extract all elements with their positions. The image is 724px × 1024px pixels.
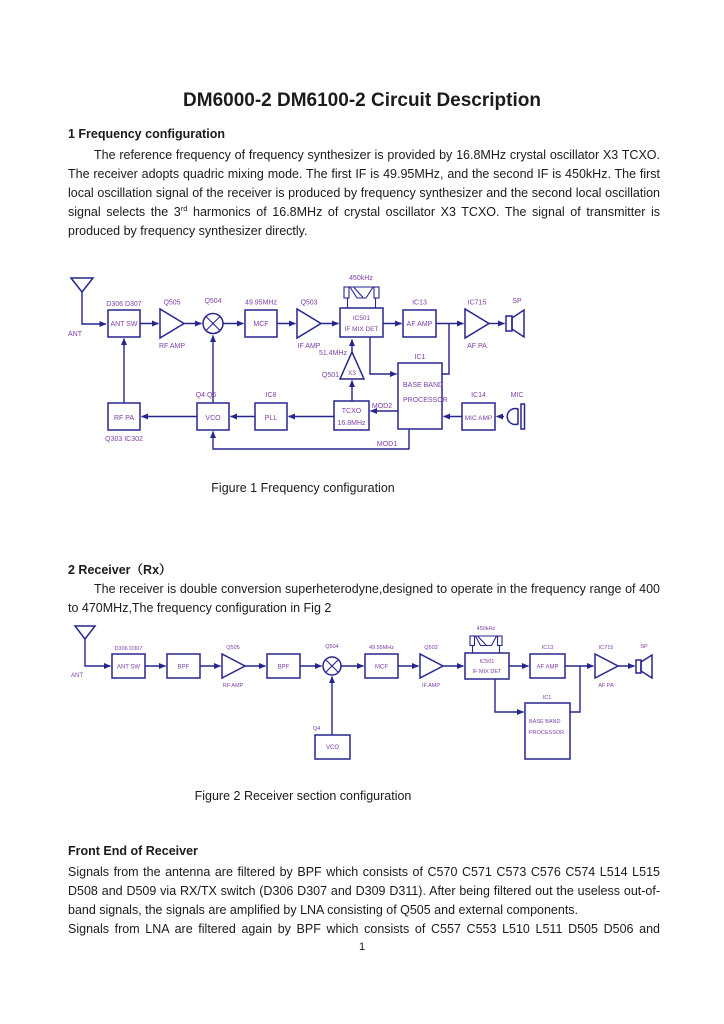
- fig2-label-baseband1: BASE BAND: [529, 719, 561, 725]
- fig1-label-rf-pa: RF PA: [113, 415, 135, 422]
- page-title: DM6000-2 DM6100-2 Circuit Description: [183, 90, 541, 111]
- page-number: 1: [358, 941, 366, 953]
- fig1-label-af-pa: AF PA: [467, 343, 487, 350]
- figure2-diagram: [55, 620, 665, 785]
- fig1-label-mic: MIC: [510, 392, 524, 399]
- fig1-label-ic13: IC13: [412, 299, 427, 307]
- fig1-label-49-95mhz: 49.95MHz: [245, 299, 277, 307]
- fig2-label-ic13: IC13: [541, 645, 554, 651]
- fig2-label-mcf: MCF: [375, 664, 388, 671]
- fig1-label-ic14: IC14: [471, 392, 486, 399]
- fig1-node-af-pa: [465, 300, 489, 351]
- section1-superscript: rd: [180, 203, 188, 213]
- fig1-label-ant-sw: ANT SW: [110, 321, 138, 328]
- fig1-node-if-mix-det: [340, 308, 383, 337]
- antenna-icon: [71, 278, 106, 324]
- section1-text-b: harmonics of 16.8MHz of crystal oscillator X3 TCXO. The signal of transmitter is produced by frequency synthesizer directly.: [68, 205, 660, 238]
- fig1-node-rf-amp: [159, 300, 185, 351]
- fig1-label-ic8: IC8: [265, 392, 277, 399]
- fig1-label-q504: Q504: [204, 298, 222, 305]
- fig2-node-mcf: [365, 645, 398, 678]
- fig2-label-bpf2: BPF: [277, 664, 290, 671]
- fig1-label-51-4mhz: 51.4MHz: [318, 350, 347, 357]
- figure2-caption: Figure 2 Receiver section configuration: [194, 789, 412, 803]
- antenna-icon: [75, 626, 111, 666]
- fig2-node-rf-amp: [222, 645, 245, 689]
- fig1-label-ic501: IC501: [352, 315, 371, 322]
- fig2-label-ant: ANT: [71, 673, 83, 679]
- section2-paragraph: The receiver is double conversion superheterodyne,designed to operate in the frequency range of 400 to 470MHz,The frequency configuration in Fig 2: [68, 582, 660, 615]
- fig1-node-af-amp: [403, 300, 436, 338]
- fig2-node-if-amp: [420, 645, 443, 689]
- fig1-label-d306-d307: D306 D307: [106, 301, 142, 308]
- fig1-label-pll: PLL: [264, 415, 278, 422]
- fig2-label-bpf1: BPF: [177, 664, 190, 671]
- fig1-label-q503: Q503: [300, 299, 318, 307]
- fig1-node-rf-pa: [105, 403, 143, 443]
- ceramic-filter-icon: [470, 626, 502, 653]
- section3-heading: Front End of Receiver: [68, 844, 198, 858]
- fig1-label-if-mix-det: IF MIX DET: [344, 326, 379, 333]
- fig2-label-baseband2: PROCESSOR: [529, 730, 565, 736]
- fig1-label-q4-q6: Q4 Q6: [195, 392, 217, 399]
- fig2-label-ic501: IC501: [479, 659, 495, 665]
- fig2-label-d306-d307: D306 D307: [114, 646, 143, 652]
- fig1-label-baseband1: BASE BAND: [403, 382, 444, 389]
- microphone-icon: [507, 392, 524, 429]
- section3-paragraph2: Signals from LNA are filtered again by BPF which consists of C557 C553 L510 L511 D505 D506 and: [68, 922, 660, 936]
- fig2-label-ic715: IC715: [598, 645, 614, 651]
- fig1-label-q505: Q505: [163, 299, 181, 307]
- fig2-node-ant-sw: [112, 646, 145, 678]
- fig1-label-mic-amp: MIC AMP: [464, 415, 493, 422]
- fig1-label-if-amp: IF AMP: [297, 343, 321, 350]
- fig1-label-16-8mhz: 16.8MHz: [337, 420, 366, 427]
- fig1-node-tcxo: [334, 401, 369, 430]
- fig1-label-q501: Q501: [321, 372, 339, 379]
- speaker-icon: [636, 644, 652, 678]
- fig1-node-ant-sw: [106, 301, 142, 337]
- fig1-label-sp: SP: [512, 298, 522, 305]
- fig2-node-bpf2: [267, 654, 300, 678]
- fig2-label-rf-amp: RF AMP: [222, 683, 244, 689]
- fig1-label-ic1: IC1: [414, 354, 426, 361]
- fig1-label-rf-amp: RF AMP: [158, 343, 186, 350]
- fig1-label-mod1: MOD1: [376, 441, 398, 448]
- fig2-label-if-mix-det: IF MIX DET: [472, 669, 502, 675]
- fig1-label-af-amp: AF AMP: [406, 321, 433, 328]
- ceramic-filter-icon: [344, 275, 379, 308]
- fig2-label-af-amp: AF AMP: [536, 664, 559, 671]
- fig1-label-450khz: 450kHz: [349, 275, 373, 282]
- fig1-node-mcf: [245, 300, 277, 338]
- fig2-label-af-pa: AF PA: [598, 683, 614, 689]
- fig1-label-x3: X3: [348, 370, 356, 377]
- section1-paragraph: [68, 146, 660, 241]
- multiplier-x3-icon: [319, 350, 364, 379]
- section3-paragraph1: Signals from the antenna are filtered by BPF which consists of C570 C571 C573 C576 C574 L514 L515 D508 and D509 via RX/TX switch (D306 D307 and D309 D311). After being filtered out the useless out-of-band signals, the signals are amplified by LNA consisting of Q505 and external components.: [68, 865, 660, 917]
- fig2-label-q503: Q503: [424, 645, 438, 651]
- fig1-label-tcxo: TCXO: [341, 408, 362, 415]
- fig1-node-pll: [255, 392, 287, 430]
- fig2-label-q504: Q504: [325, 644, 339, 650]
- fig1-node-baseband: [398, 354, 448, 429]
- section1-heading: 1 Frequency configuration: [68, 127, 225, 141]
- mixer-icon: [203, 298, 223, 334]
- fig1-label-ic715: IC715: [467, 299, 487, 307]
- fig2-node-bpf1: [167, 654, 200, 678]
- fig2-node-if-mix-det: [465, 653, 509, 679]
- fig2-label-q505: Q505: [226, 645, 240, 651]
- figure1-diagram: [60, 256, 724, 468]
- section1-text-a: The reference frequency of frequency synthesizer is provided by 16.8MHz crystal oscillator X3 TCXO. The receiver adopts quadric mixing mode. The first IF is 49.95MHz, and the second IF is 450kHz. The first local oscillation signal of the receiver is produced by frequency synthesizer and the second local oscillation signal selects the 3: [68, 148, 660, 219]
- fig1-label-baseband2: PROCESSOR: [403, 397, 448, 404]
- fig2-label-450khz: 450kHz: [476, 626, 496, 632]
- fig2-label-sp: SP: [640, 644, 648, 650]
- fig1-node-if-amp: [297, 300, 321, 351]
- fig1-label-mcf: MCF: [253, 321, 269, 328]
- speaker-icon: [506, 298, 524, 337]
- fig2-label-vco: VCO: [325, 745, 340, 751]
- fig2-node-baseband: [525, 695, 570, 759]
- fig2-label-ic1: IC1: [542, 695, 552, 701]
- fig1-label-mod2: MOD2: [371, 403, 393, 410]
- fig2-node-af-amp: [530, 645, 565, 678]
- fig2-node-af-pa: [595, 645, 618, 689]
- fig1-label-q303-ic302: Q303 IC302: [105, 436, 143, 443]
- fig2-label-if-amp: IF AMP: [421, 683, 441, 689]
- figure1-caption: Figure 1 Frequency configuration: [211, 481, 395, 495]
- fig1-label-ant: ANT: [68, 331, 82, 338]
- fig2-label-49-95mhz: 49.95MHz: [368, 645, 395, 651]
- fig1-label-vco: VCO: [205, 415, 221, 422]
- fig2-label-ant-sw: ANT SW: [116, 664, 141, 671]
- fig2-label-q4: Q4: [313, 726, 321, 732]
- fig1-node-mic-amp: [462, 392, 495, 430]
- section2-heading: 2 Receiver（Rx）: [68, 563, 172, 577]
- mixer-icon: [323, 644, 341, 675]
